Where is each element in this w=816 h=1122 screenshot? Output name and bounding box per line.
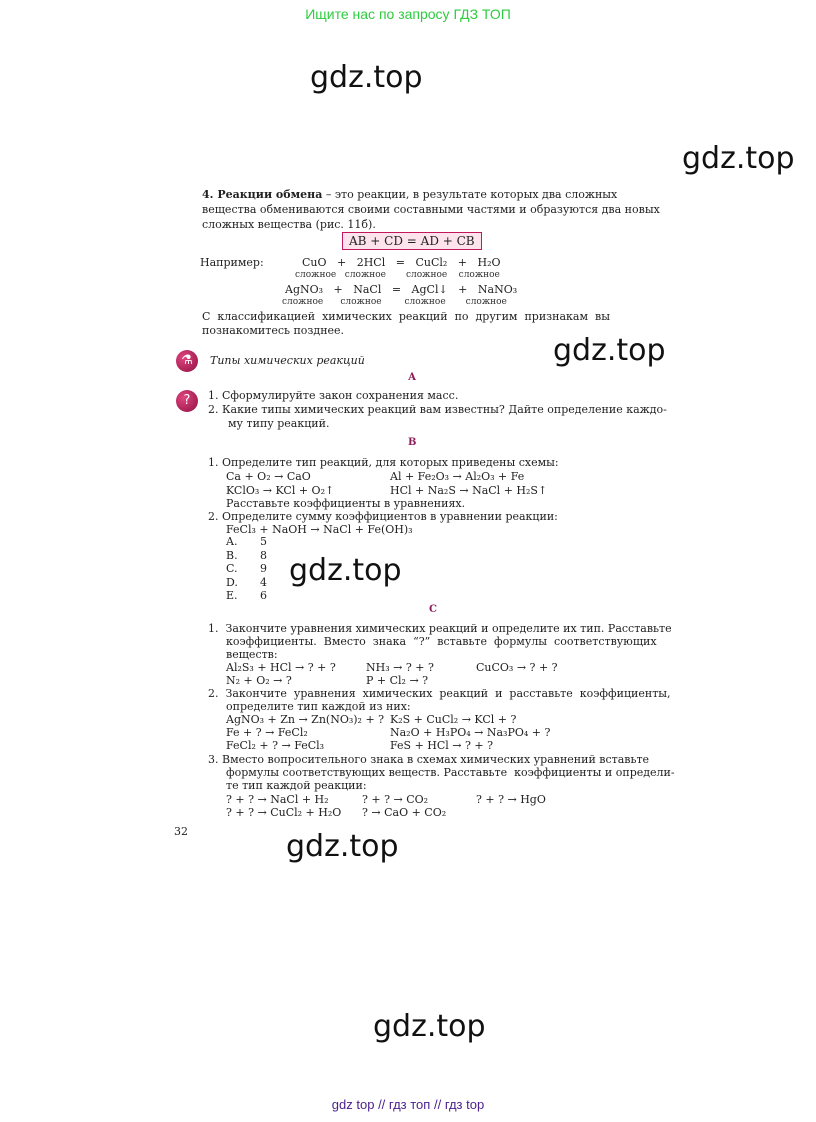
level-b-q2: 2. Определите сумму коэффициентов в уравнении реакции: <box>208 510 558 523</box>
level-c-q1: 1. Закончите уравнения химических реакций и определите их тип. Расставьте <box>208 622 672 635</box>
level-c-q1-r2b: P + Cl₂ → ? <box>366 674 429 687</box>
watermark: gdz.top <box>682 141 795 176</box>
option-value: 8 <box>260 548 267 562</box>
option-value: 9 <box>260 562 267 575</box>
level-a-q1: 1. Сформулируйте закон сохранения масс. <box>208 389 459 402</box>
classification-para-2: познакомитесь позднее. <box>202 324 345 337</box>
answer-options <box>226 535 267 603</box>
footer-separator: // <box>378 1097 386 1112</box>
level-c-q2-r3b: FeS + HCl → ? + ? <box>390 739 494 752</box>
section4-line3: сложных вещества (рис. 11б). <box>202 218 376 231</box>
option-value: 6 <box>260 589 267 602</box>
level-c-q1-cont2: веществ: <box>226 648 278 661</box>
watermark: gdz.top <box>289 553 402 588</box>
flask-icon: ⚗ <box>176 350 198 372</box>
page-number: 32 <box>174 825 188 838</box>
option-letter: A. <box>226 535 238 548</box>
answer-option <box>226 535 267 549</box>
watermark: gdz.top <box>310 60 423 95</box>
option-letter: C. <box>226 562 238 575</box>
footer-separator: // <box>433 1097 442 1112</box>
level-c-q3-r1c: ? + ? → HgO <box>476 793 546 806</box>
example-equation-1: CuO + 2HCl = CuCl₂ + H₂O <box>302 256 501 269</box>
question-icon: ? <box>176 390 198 412</box>
footer-link[interactable]: гдз top <box>444 1097 485 1112</box>
footer-links <box>0 1097 816 1112</box>
level-a-q2: 2. Какие типы химических реакций вам известны? Дайте определение каждо- <box>208 403 667 416</box>
answer-option <box>226 562 267 576</box>
footer-link[interactable]: gdz top <box>331 1097 375 1112</box>
level-c-q3-r1a: ? + ? → NaCl + H₂ <box>226 793 329 806</box>
example-equation-2-labels: сложное сложное сложное сложное <box>282 297 507 307</box>
level-c-label: С <box>429 604 437 615</box>
answer-option <box>226 575 267 590</box>
watermark: gdz.top <box>553 333 666 368</box>
option-letter: D. <box>226 575 238 589</box>
level-c-q3-cont2: те тип каждой реакции: <box>226 779 367 792</box>
answer-option <box>226 589 267 603</box>
level-b-q1: 1. Определите тип реакций, для которых приведены схемы: <box>208 456 559 469</box>
level-c-q2: 2. Закончите уравнения химических реакций и расставьте коэффициенты, <box>208 687 671 700</box>
level-c-q2-r2b: Na₂O + H₃PO₄ → Na₃PO₄ + ? <box>390 726 551 739</box>
level-b-reaction-2b: HCl + Na₂S → NaCl + H₂S↑ <box>390 484 548 497</box>
example-label: Например: <box>200 256 264 269</box>
level-c-q1-r1c: CuCO₃ → ? + ? <box>476 661 558 674</box>
watermark: gdz.top <box>286 829 399 864</box>
level-b-instruction: Расставьте коэффициенты в уравнениях. <box>226 497 466 510</box>
level-a-label: А <box>408 372 417 383</box>
exchange-formula: AB + CD = AD + CB <box>342 232 482 250</box>
level-c-q3-r2a: ? + ? → CuCl₂ + H₂O <box>226 806 342 819</box>
level-c-q1-r1a: Al₂S₃ + HCl → ? + ? <box>226 661 336 674</box>
section4-line2: вещества обмениваются своими составными частями и образуются два новых <box>202 203 660 216</box>
level-c-q2-cont: определите тип каждой из них: <box>226 700 411 713</box>
level-c-q1-cont: коэффициенты. Вместо знака “?” вставьте формулы соответствующих <box>226 635 657 648</box>
example-equation-1-labels: сложное сложное сложное сложное <box>295 270 500 280</box>
level-c-q3: 3. Вместо вопросительного знака в схемах химических уравнений вставьте <box>208 753 650 766</box>
level-c-q1-r1b: NH₃ → ? + ? <box>366 661 434 674</box>
level-c-q3-r2b: ? → CaO + CO₂ <box>362 806 447 819</box>
section4-line1 <box>202 188 617 202</box>
answer-option <box>226 548 267 563</box>
level-b-q2-equation: FeCl₃ + NaOH → NaCl + Fe(OH)₃ <box>226 523 413 536</box>
level-b-reaction-2a: KClO₃ → KCl + O₂↑ <box>226 484 335 497</box>
level-c-q2-r1b: K₂S + CuCl₂ → KCl + ? <box>390 713 517 726</box>
level-c-q3-cont: формулы соответствующих веществ. Расставьте коэффициенты и определи- <box>226 766 675 779</box>
footer-link[interactable]: гдз топ <box>388 1097 431 1112</box>
types-title: Типы химических реакций <box>210 354 365 367</box>
level-b-reaction-1b: Al + Fe₂O₃ → Al₂O₃ + Fe <box>390 470 525 483</box>
level-c-q2-r1a: AgNO₃ + Zn → Zn(NO₃)₂ + ? <box>226 713 385 726</box>
section4-heading: 4. Реакции обмена <box>202 188 323 201</box>
level-c-q1-r2a: N₂ + O₂ → ? <box>226 674 292 687</box>
option-value: 5 <box>260 535 267 548</box>
classification-para-1: С классификацией химических реакций по другим признакам вы <box>202 310 610 323</box>
level-b-label: В <box>408 437 417 448</box>
option-letter: B. <box>226 548 238 562</box>
watermark: gdz.top <box>373 1009 486 1044</box>
top-search-link[interactable]: Ищите нас по запросу ГДЗ ТОП <box>305 6 511 22</box>
level-b-reaction-1a: Ca + O₂ → CaO <box>226 470 311 483</box>
option-value: 4 <box>260 575 267 589</box>
option-letter: E. <box>226 589 238 602</box>
section4-text: – это реакции, в результате которых два сложных <box>322 188 618 201</box>
level-c-q2-r3a: FeCl₂ + ? → FeCl₃ <box>226 739 325 752</box>
level-c-q2-r2a: Fe + ? → FeCl₂ <box>226 726 308 739</box>
level-c-q3-r1b: ? + ? → CO₂ <box>362 793 429 806</box>
level-a-q2-cont: му типу реакций. <box>228 417 330 430</box>
example-equation-2: AgNO₃ + NaCl = AgCl↓ + NaNO₃ <box>285 283 518 296</box>
